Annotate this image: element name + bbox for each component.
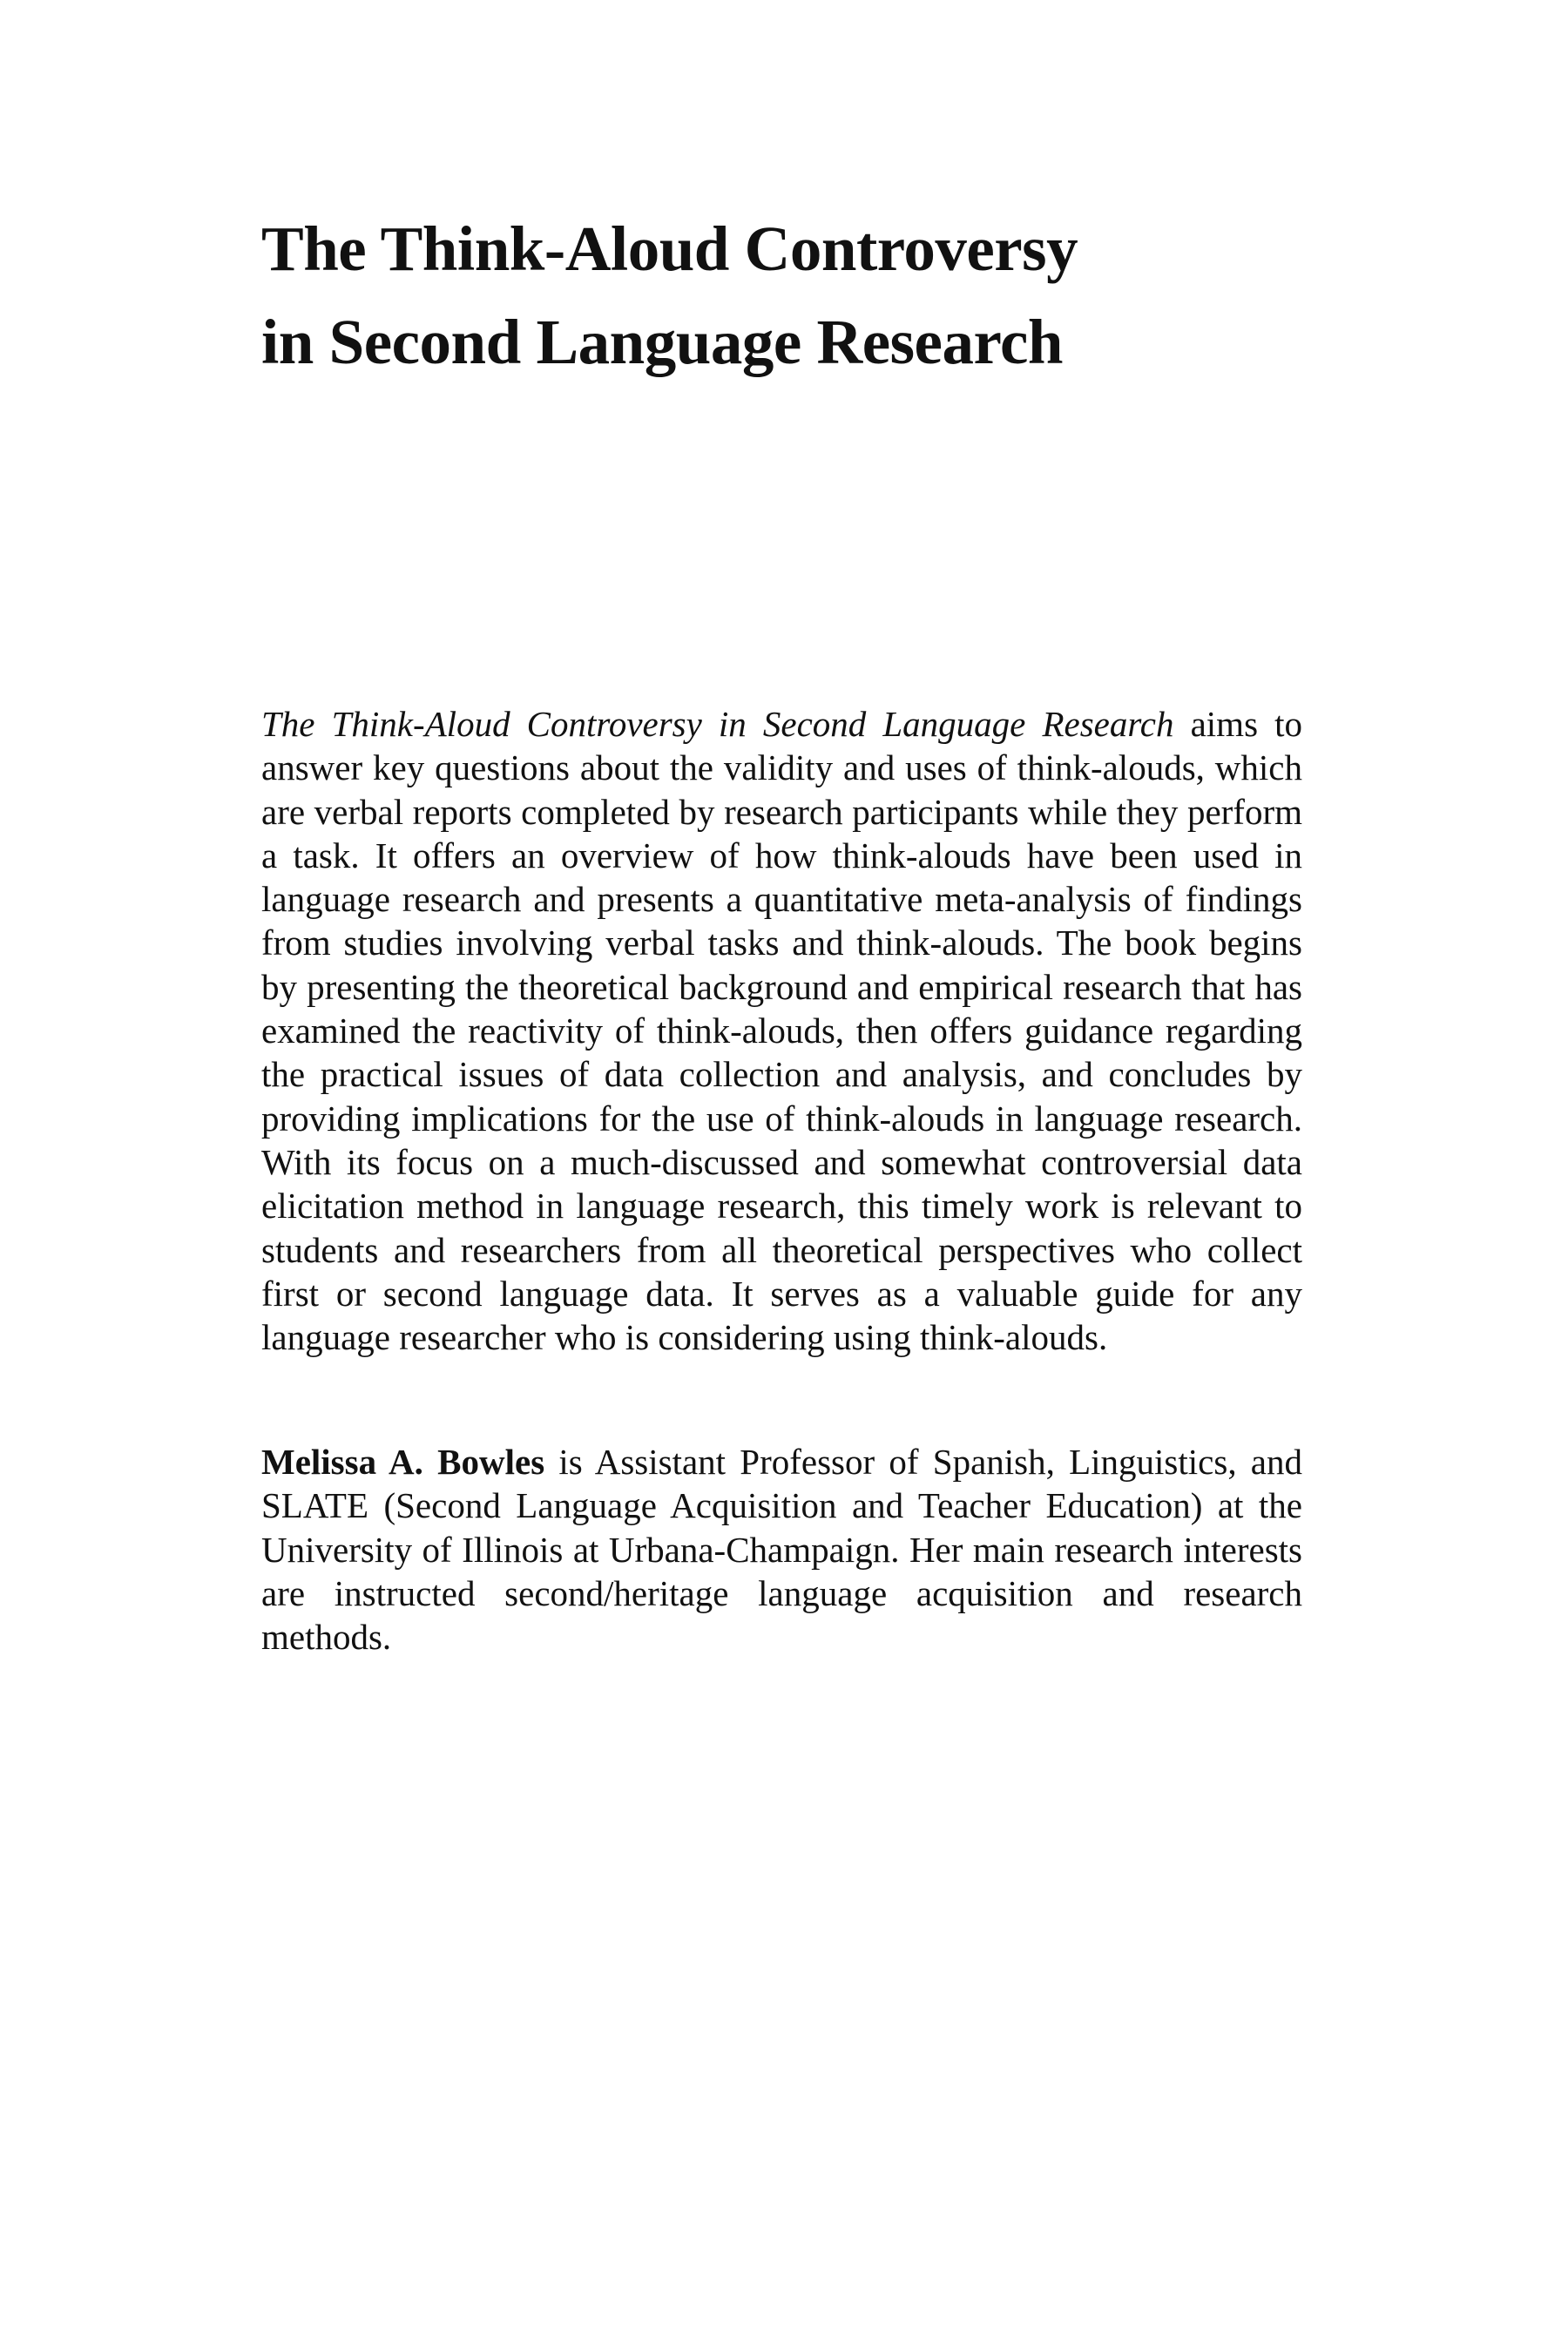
description-book-title: The Think-Aloud Controversy in Second Language Research [261,704,1174,744]
description-body: aims to answer key questions about the validity and uses of think-alouds, which are verbal reports completed by research participants while they perform a task. It offers an overview of how think-alouds have been used in language research and presents a quantitative meta-analysis of findings from studies involving verbal tasks and think-alouds. The book begins by presenting the theoretical background and empirical research that has examined the reactivity of think-alouds, then offers guidance regarding the practical issues of data collection and analysis, and concludes by providing implications for the use of think-alouds in language research. With its focus on a much-discussed and somewhat controversial data elicitation method in language research, this timely work is relevant to students and researchers from all theoretical perspectives who collect first or second language data. It serves as a valuable guide for any language researcher who is considering using think-alouds. [261,704,1302,1358]
title-line-2: in Second Language Research [261,307,1064,377]
author-bio-body: is Assistant Professor of Spanish, Linguistics, and SLATE (Second Language Acquisition and Teacher Education) at the University of Illinois at Urbana-Champaign. Her main research interests are instructed second/heritage language acquisition and research methods. [261,1442,1303,1658]
book-description [261,702,1302,1359]
author-name: Melissa A. Bowles [261,1442,545,1482]
book-title-heading [261,202,1307,389]
author-bio [261,1440,1302,1659]
title-line-1: The Think-Aloud Controversy [261,213,1078,284]
